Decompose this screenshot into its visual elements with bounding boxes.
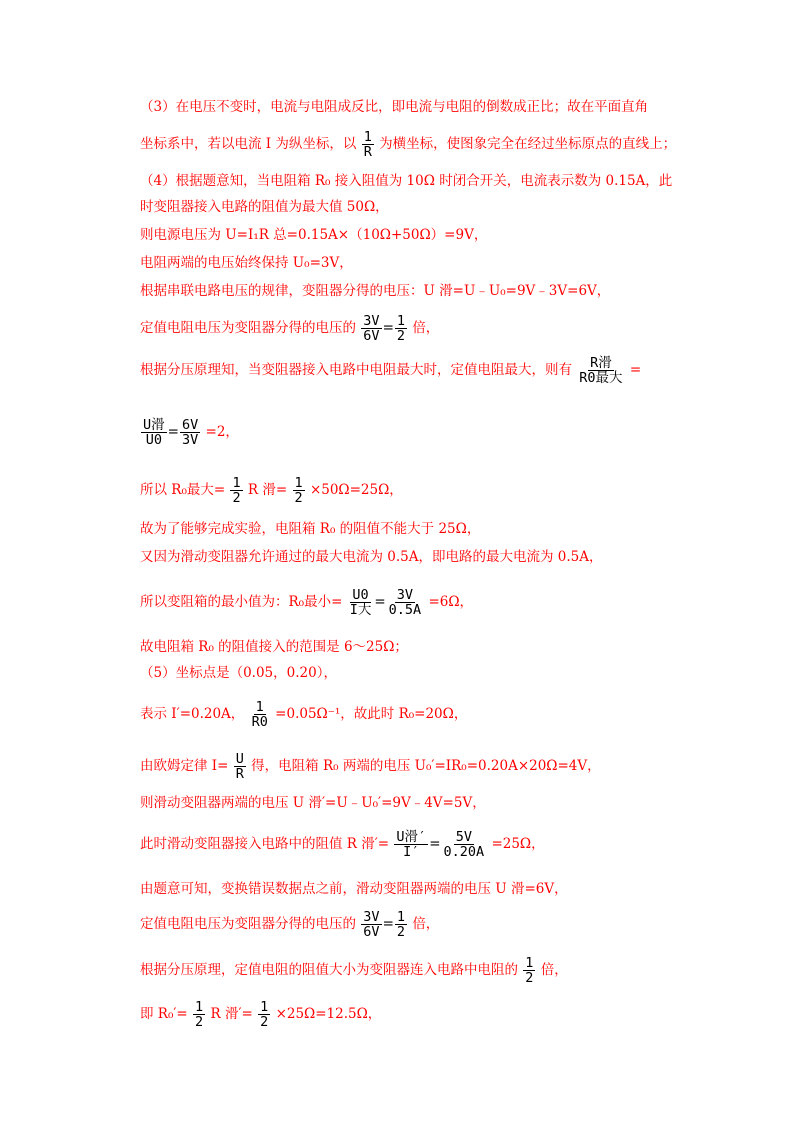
text-span: 得，电阻箱 R₀ 两端的电压 U₀′=IR₀=0.20A×20Ω=4V， <box>251 758 601 774</box>
text-span: = <box>629 362 642 378</box>
fraction <box>442 830 487 859</box>
text-span: 即 R₀′= <box>140 1006 188 1022</box>
fraction <box>141 418 167 447</box>
text-line <box>140 98 648 116</box>
text-span: R 滑′= <box>210 1006 253 1022</box>
text-line <box>140 700 467 729</box>
fraction-denominator: 2 <box>232 490 241 506</box>
text-span: ×25Ω=12.5Ω， <box>275 1006 382 1022</box>
fraction-numerator: 3V <box>363 313 380 329</box>
fraction <box>180 418 200 447</box>
fraction-numerator: 1 <box>195 999 204 1015</box>
fraction <box>523 956 535 985</box>
fraction-denominator: R0 <box>251 714 268 730</box>
text-line <box>140 172 672 190</box>
fraction-denominator: 2 <box>525 970 534 986</box>
text-span: 坐标系中，若以电流 I 为纵坐标，以 <box>140 136 357 152</box>
text-span: （5）坐标点是（0.05，0.20）， <box>140 665 337 681</box>
text-span: 又因为滑动变阻器允许通过的最大电流为 0.5A，即电路的最大电流为 0.5A， <box>140 549 603 565</box>
text-span: 时变阻器接入电路的阻值为最大值 50Ω， <box>140 199 389 215</box>
fraction-denominator: I大 <box>349 602 372 618</box>
text-line: 定值电阻电压为变阻器分得的电压的 $\frac{3V}{6V}$ = $\frac{1}{2}$ 倍， <box>140 909 440 940</box>
fraction <box>362 130 374 159</box>
fraction-numerator: 1 <box>294 475 303 491</box>
fraction-denominator: 2 <box>396 924 406 940</box>
text-span: 故电阻箱 R₀ 的阻值接入的范围是 6～25Ω； <box>140 639 408 655</box>
text-line <box>140 198 389 216</box>
fraction-denominator: 3V <box>181 432 199 448</box>
fraction <box>258 1000 270 1029</box>
text-span: ×50Ω=25Ω， <box>309 482 403 498</box>
fraction-numerator: 1 <box>525 955 534 971</box>
text-span: =2， <box>205 424 239 440</box>
fraction <box>577 356 624 385</box>
text-span: 定值电阻电压为变阻器分得的电压的 <box>140 320 356 336</box>
text-line: 所以变阻箱的最小值为：R₀最小= $\frac{U0}{\text{I大}}$ = $\frac{3V}{0.5A}$ =6Ω， <box>140 587 474 618</box>
text-span: 由欧姆定律 I= <box>140 758 229 774</box>
fraction-numerator: 1 <box>260 999 269 1015</box>
fraction-denominator: 0.5A <box>388 602 422 618</box>
fraction-numerator: 1 <box>396 313 406 329</box>
fraction-denominator: 6V <box>363 328 380 344</box>
text-line <box>140 356 641 385</box>
fraction-denominator: U0 <box>145 432 162 448</box>
text-span: 电阻两端的电压始终保持 U₀=3V， <box>140 255 353 271</box>
text-line <box>140 638 408 656</box>
text-line <box>140 548 603 566</box>
fraction-denominator: 2 <box>294 490 303 506</box>
fraction-numerator: U <box>235 751 244 767</box>
fraction-numerator: 5V <box>455 829 472 845</box>
text-line: 定值电阻电压为变阻器分得的电压的 $\frac{3V}{6V}$ = $\frac{1}{2}$ 倍， <box>140 313 440 344</box>
fraction <box>395 910 407 939</box>
fraction-numerator: R滑 <box>590 355 612 371</box>
text-span: 由题意可知，变换错误数据点之前，滑动变阻器两端的电压 U 滑=6V， <box>140 881 568 897</box>
text-span: （4）根据题意知，当电阻箱 R₀ 接入阻值为 10Ω 时闭合开关，电流表示数为 0.15A，此 <box>140 173 673 189</box>
fraction <box>394 830 428 859</box>
text-line <box>140 520 480 538</box>
text-span: 为横坐标，使图象完全在经过坐标原点的直线上； <box>379 136 677 152</box>
text-span: 故为了能够完成实验，电阻箱 R₀ 的阻值不能大于 25Ω， <box>140 521 481 537</box>
text-span: R 滑= <box>247 482 288 498</box>
text-span: =0.05Ω⁻¹，故此时 R₀=20Ω， <box>275 706 468 722</box>
fraction <box>230 476 242 505</box>
text-span: 倍， <box>412 320 440 336</box>
text-span: 则电源电压为 U=I₁R 总=0.15A×（10Ω+50Ω）=9V， <box>140 227 488 243</box>
text-line <box>140 226 487 244</box>
text-span: 定值电阻电压为变阻器分得的电压的 <box>140 916 356 932</box>
text-span: 根据分压原理，定值电阻的阻值大小为变阻器连入电路中电阻的 <box>140 962 518 978</box>
text-line <box>140 752 601 781</box>
fraction-denominator: R <box>363 144 372 160</box>
fraction-denominator: 2 <box>260 1014 269 1030</box>
fraction <box>361 910 381 939</box>
text-span: 根据分压原理知，当变阻器接入电路中电阻最大时，定值电阻最大，则有 <box>140 362 572 378</box>
text-span: 倍， <box>540 962 568 978</box>
text-span: 倍， <box>412 916 440 932</box>
fraction-numerator: U滑 <box>143 417 165 433</box>
text-span: 此时滑动变阻器接入电路中的阻值 R 滑′= <box>140 836 390 852</box>
fraction <box>250 700 270 729</box>
text-line <box>140 956 568 985</box>
fraction <box>348 588 374 617</box>
fraction-denominator: 6V <box>363 924 380 940</box>
text-span: （3）在电压不变时，电流与电阻成反比，即电流与电阻的倒数成正比；故在平面直角 <box>140 99 649 115</box>
fraction-numerator: 1 <box>363 129 372 145</box>
text-line: 此时滑动变阻器接入电路中的阻值 R 滑′= $\frac{\text{U滑′}}{I'}$ = $\frac{5V}{0.20A}$ =25Ω， <box>140 829 545 860</box>
text-span: 所以变阻箱的最小值为：R₀最小= <box>140 594 343 610</box>
text-line: $\frac{\text{U滑}}{U0}$ = $\frac{6V}{3V}$ =2， <box>143 417 239 448</box>
fraction-denominator: 2 <box>396 328 406 344</box>
fraction <box>387 588 424 617</box>
text-span: =25Ω， <box>491 836 545 852</box>
fraction-numerator: 1 <box>396 909 406 925</box>
fraction-numerator: 6V <box>181 417 199 433</box>
fraction-numerator: 3V <box>396 587 414 603</box>
fraction-denominator: R <box>235 766 244 782</box>
text-line <box>140 130 676 159</box>
text-span: =6Ω， <box>428 594 474 610</box>
text-line <box>140 282 610 300</box>
fraction <box>234 752 246 781</box>
fraction <box>193 1000 205 1029</box>
text-line <box>140 794 486 812</box>
fraction-denominator: 0.20A <box>443 844 485 860</box>
fraction <box>361 314 381 343</box>
fraction <box>293 476 305 505</box>
text-line <box>140 1000 381 1029</box>
fraction-numerator: 3V <box>363 909 380 925</box>
fraction-numerator: 1 <box>232 475 241 491</box>
fraction-numerator: U0 <box>352 587 369 603</box>
text-span: 表示 I′=0.20A， <box>140 706 245 722</box>
fraction-denominator: 2 <box>195 1014 204 1030</box>
text-span: 根据串联电路电压的规律，变阻器分得的电压：U 滑=U﹣U₀=9V﹣3V=6V， <box>140 283 611 299</box>
fraction-denominator: R0最大 <box>579 370 623 386</box>
text-span: 则滑动变阻器两端的电压 U 滑′=U﹣U₀′=9V﹣4V=5V， <box>140 795 486 811</box>
text-span: 所以 R₀最大= <box>140 482 226 498</box>
text-line <box>140 476 403 505</box>
text-line <box>140 254 353 272</box>
text-line <box>140 880 568 898</box>
fraction <box>395 314 407 343</box>
fraction-numerator: U滑′ <box>396 829 427 845</box>
fraction-numerator: 1 <box>255 699 264 715</box>
fraction-denominator: I′ <box>403 844 420 860</box>
text-line <box>140 664 337 682</box>
